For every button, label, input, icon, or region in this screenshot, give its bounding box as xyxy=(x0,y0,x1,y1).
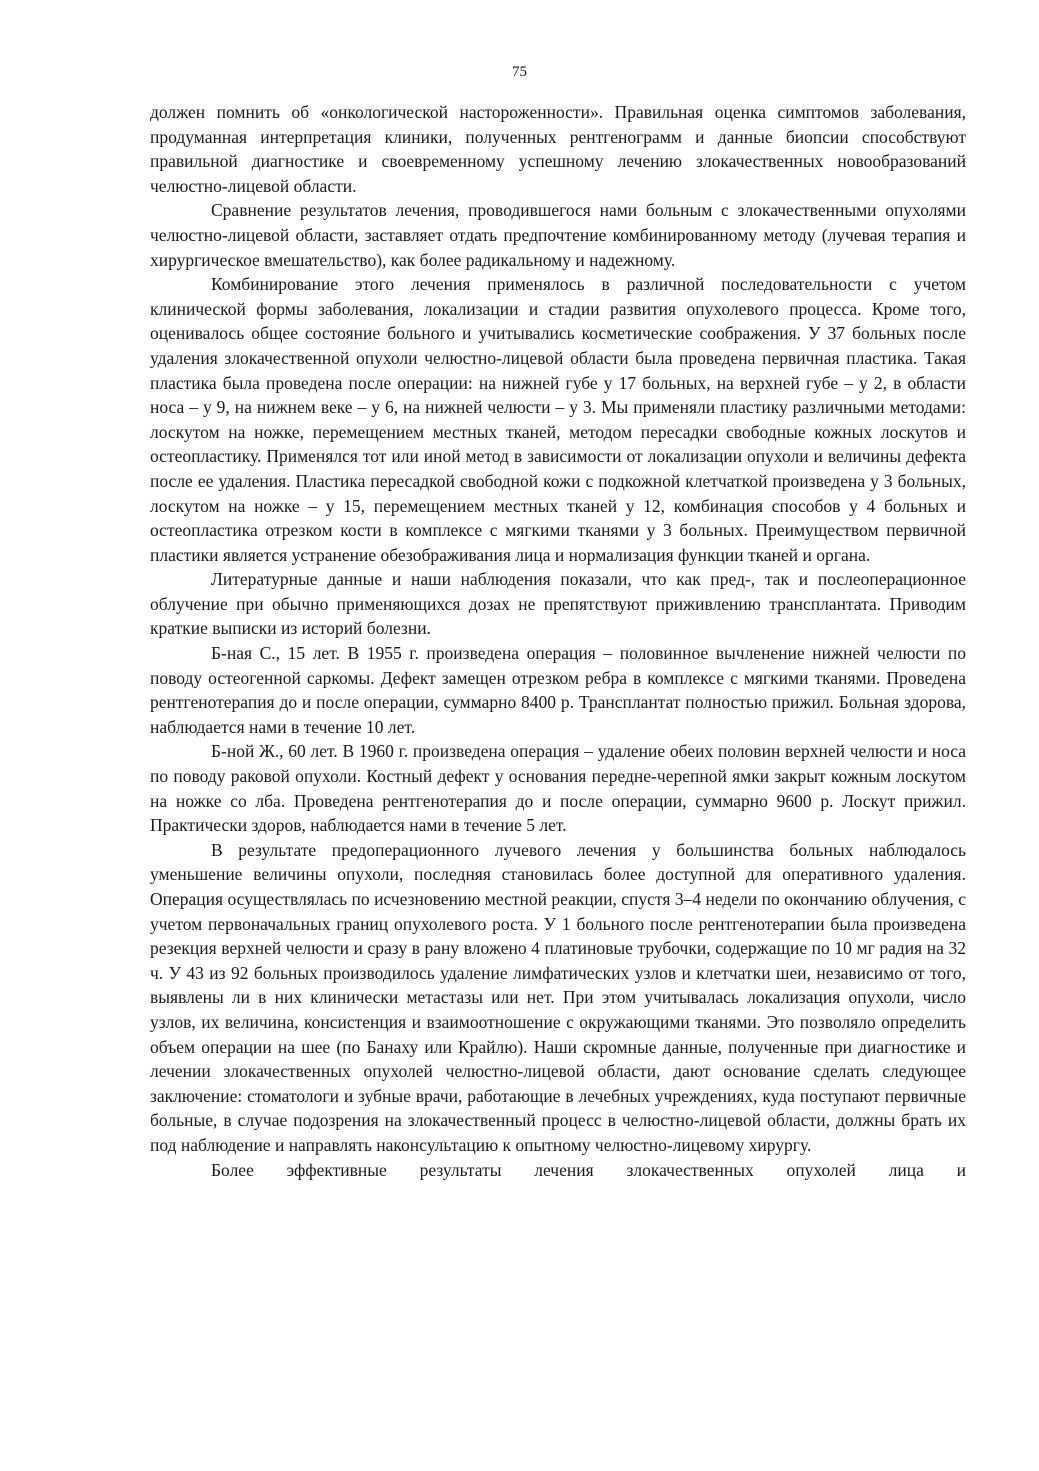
paragraph-literature: Литературные данные и наши наблюдения показали, что как пред-, так и послеоперационное облучение при обычно применяющихся дозах не препятствуют приживлению трансплантата. Приводим краткие выписки из историй болезни. xyxy=(150,569,966,639)
paragraph-case-1: Б-ная С., 15 лет. В 1955 г. произведена операция – половинное вычленение нижней челюсти по поводу остеогенной саркомы. Дефект замещен отрезком ребра в комплексе с мягкими тканями. Проведена рентгенотерапия до и после операции, суммарно 8400 р. Трансплантат полностью прижил. Больная здорова, наблюдается нами в течение 10 лет. xyxy=(150,643,966,737)
page-number: 75 xyxy=(512,64,527,80)
paragraph-comparison: Сравнение результатов лечения, проводившегося нами больным с злокачественными опухолями челюстно-лицевой области, заставляет отдать предпочтение комбинированному методу (лучевая терапия и хирургическое вмешательство), как более радикальному и надежному. xyxy=(150,200,966,270)
paragraph-final: Более эффективные результаты лечения злокачественных опухолей лица и xyxy=(211,1159,966,1180)
body-text xyxy=(150,100,966,1182)
paragraph-combination: Комбинирование этого лечения применялось в различной последовательности с учетом клинической формы заболевания, локализации и стадии развития опухолевого процесса. Кроме того, оценивалось общее состояние больного и учитывались косметические соображения. У 37 больных после удаления злокачественной опухоли челюстно-лицевой области была проведена первичная пластика. Такая пластика была проведена после операции: на нижней губе у 17 больных, на верхней губе – у 2, в области носа – у 9, на нижнем веке – у 6, на нижней челюсти – у 3. Мы применяли пластику различными методами: лоскутом на ножке, перемещением местных тканей, методом пересадки свободные кожных лоскутов и остеопластику. Применялся тот или иной метод в зависимости от локализации опухоли и величины дефекта после ее удаления. Пластика пересадкой свободной кожи с подкожной клетчаткой произведена у 3 больных, лоскутом на ножке – у 15, перемещением местных тканей у 12, комбинация способов у 4 больных и остеопластика отрезком кости в комплексе с мягкими тканями у 3 больных. Преимуществом первичной пластики является устранение обезображивания лица и нормализация функции тканей и органа. xyxy=(150,274,966,565)
paragraph-results: В результате предоперационного лучевого лечения у большинства больных наблюдалось уменьшение величины опухоли, последняя становилась более доступной для оперативного удаления. Операция осуществлялась по исчезновению местной реакции, спустя 3–4 недели по окончанию облучения, с учетом первоначальных границ опухолевого роста. У 1 больного после рентгенотерапии была произведена резекция верхней челюсти и сразу в рану вложено 4 платиновые трубочки, содержащие по 10 мг радия на 32 ч. У 43 из 92 больных производилось удаление лимфатических узлов и клетчатки шеи, независимо от того, выявлены ли в них клинически метастазы или нет. При этом учитывалась локализация опухоли, число узлов, их величина, консистенция и взаимоотношение с окружающими тканями. Это позволяло определить объем операции на шее (по Банаху или Крайлю). Наши скромные данные, полученные при диагностике и лечении злокачественных опухолей челюстно-лицевой области, дают основание сделать следующее заключение: стоматологи и зубные врачи, работающие в лечебных учреждениях, куда поступают первичные больные, в случае подозрения на злокачественный процесс в челюстно-лицевой области, должны брать их под наблюдение и направлять наконсультацию к опытному челюстно-лицевому хирургу. xyxy=(150,839,966,1155)
paragraph-case-2: Б-ной Ж., 60 лет. В 1960 г. произведена операция – удаление обеих половин верхней челюсти и носа по поводу раковой опухоли. Костный дефект у основания передне-черепной ямки закрыт кожным лоскутом на ножке со лба. Проведена рентгенотерапия до и после операции, суммарно 9600 р. Лоскут прижил. Практически здоров, наблюдается нами в течение 5 лет. xyxy=(150,741,966,836)
paragraph-continuation: должен помнить об «онкологической настороженности». Правильная оценка симптомов заболевания, продуманная интерпретация клиники, полученных рентгенограмм и данные биопсии способствуют правильной диагностике и своевременному успешному лечению злокачественных новообразований челюстно-лицевой области. xyxy=(150,102,966,196)
